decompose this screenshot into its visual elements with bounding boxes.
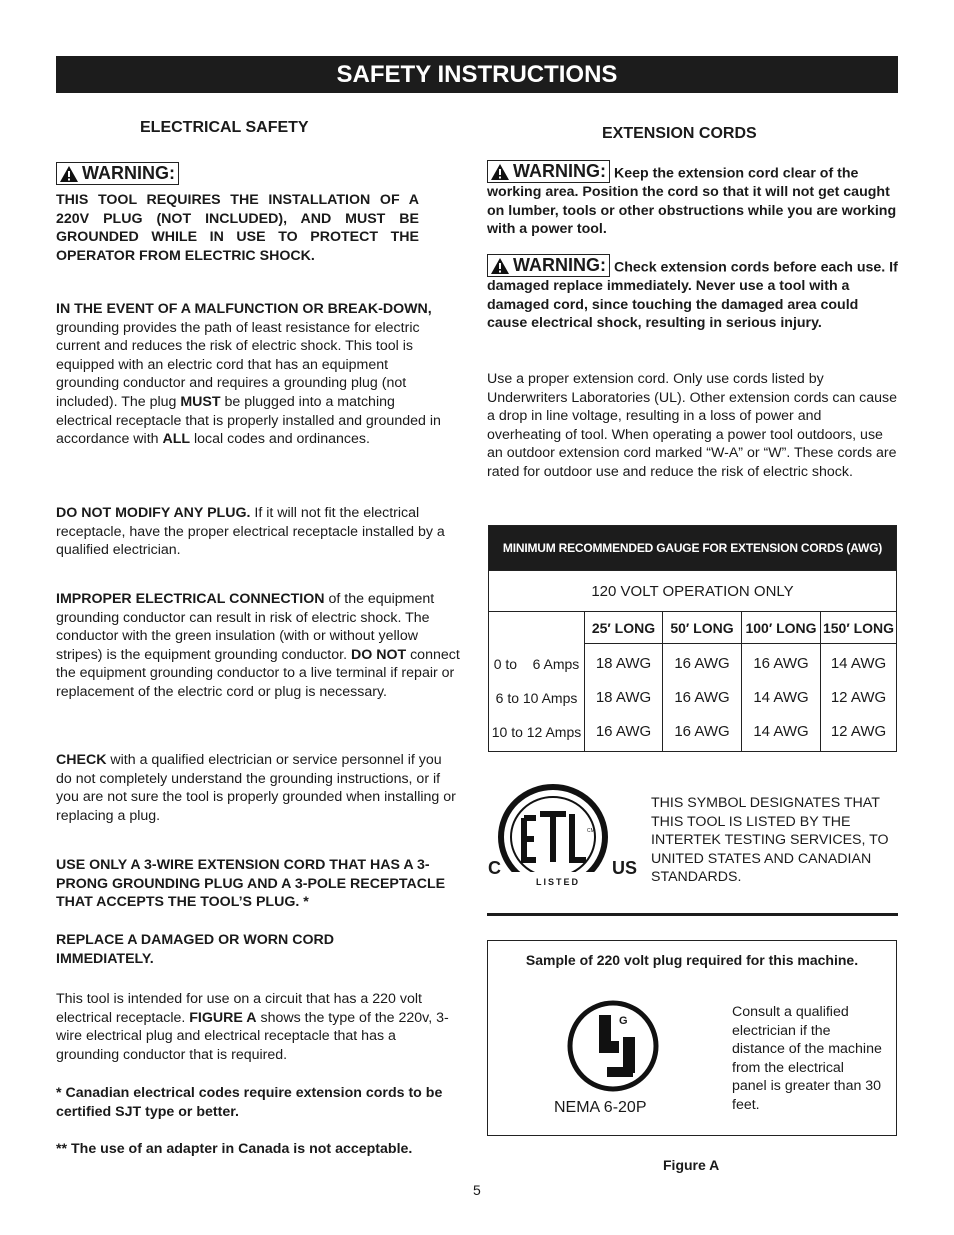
intended-figure-ref: FIGURE A xyxy=(189,1009,257,1026)
row-label: 6 to 10 Amps xyxy=(495,690,578,706)
malfunction-paragraph xyxy=(56,300,446,449)
right-warning-2 xyxy=(487,254,899,333)
consult-text: Consult a qualified electrician if the distance of the machine from the electrical panel is greater than 30 feet. xyxy=(732,1004,882,1113)
etl-c-label: C xyxy=(488,858,501,878)
warning-label: WARNING: xyxy=(82,163,175,183)
modify-paragraph xyxy=(56,504,462,560)
etl-listed-label: LISTED xyxy=(536,877,581,887)
gauge-cell: 12 AWG xyxy=(830,688,887,706)
gauge-cell: 16 AWG xyxy=(674,722,730,740)
gauge-cell: 16 AWG xyxy=(595,722,652,740)
improper-donot: DO NOT xyxy=(350,646,407,663)
gauge-column xyxy=(663,644,742,752)
warning-badge xyxy=(56,162,179,185)
improper-text-1: of the equipment grounding conductor can result in risk of electric shock. The conductor with the green insulation (with or without yellow stripes) is the equipment grounding conductor. xyxy=(56,591,435,663)
column-header: 50′ LONG xyxy=(663,612,742,644)
improper-lead: IMPROPER ELECTRICAL CONNECTION xyxy=(56,591,325,607)
adapter-note: ** The use of an adapter in Canada is not acceptable. xyxy=(56,1141,413,1157)
check-paragraph xyxy=(56,751,456,825)
left-warning-block xyxy=(56,162,419,265)
row-label: 10 to 12 Amps xyxy=(491,724,582,740)
improper-text-2: connect the equipment grounding conductor to a live terminal if repair or replacement of the electric cord or plug is necessary. xyxy=(56,646,460,700)
gauge-column xyxy=(742,644,821,752)
row-label: 0 to 6 Amps xyxy=(493,656,580,672)
banner-title: SAFETY INSTRUCTIONS xyxy=(336,61,618,88)
canadian-note: * Canadian electrical codes require extension cords to be certified SJT type or better. xyxy=(56,1085,443,1120)
plug-label: NEMA 6-20P xyxy=(554,1099,647,1116)
warning-triangle-icon xyxy=(59,165,79,183)
modify-text: If it will not fit the electrical receptacle, have the proper electrical receptacle installed by a qualified electrician. xyxy=(56,505,445,559)
gauge-cell: 16 AWG xyxy=(753,654,809,672)
intended-text-1: This tool is intended for use on a circuit that has a 220 volt electrical receptacle. xyxy=(56,991,422,1026)
etl-us-label: US xyxy=(612,858,638,878)
malfunction-all: ALL xyxy=(162,431,191,448)
warning-label: WARNING: xyxy=(513,161,606,181)
gauge-cell: 14 AWG xyxy=(753,688,809,706)
nema-plug-icon xyxy=(566,999,660,1093)
figure-caption: Figure A xyxy=(663,1157,720,1173)
gauge-cell: 14 AWG xyxy=(753,722,809,740)
etl-description: THIS SYMBOL DESIGNATES THAT THIS TOOL IS LISTED BY THE INTERTEK TESTING SERVICES, TO UNITED STATES AND CANADIAN STANDARDS. xyxy=(651,795,889,886)
gauge-table xyxy=(488,525,897,752)
gauge-cell: 16 AWG xyxy=(674,688,730,706)
gauge-table-title: MINIMUM RECOMMENDED GAUGE FOR EXTENSION CORDS (AWG) xyxy=(489,526,897,571)
intended-paragraph xyxy=(56,990,462,1064)
warning-triangle-icon xyxy=(490,257,510,275)
column-header: 100′ LONG xyxy=(742,612,821,644)
gauge-cell: 14 AWG xyxy=(830,654,887,672)
column-header: 25′ LONG xyxy=(585,612,663,644)
malfunction-lead: IN THE EVENT OF A MALFUNCTION OR BREAK-DOWN, xyxy=(56,301,432,317)
etl-logo xyxy=(488,780,643,898)
left-warning-text: THIS TOOL REQUIRES THE INSTALLATION OF A 220V PLUG (NOT INCLUDED), AND MUST BE GROUNDED WHILE IN USE TO PROTECT THE OPERATOR FROM ELECTRIC SHOCK. xyxy=(56,192,419,264)
gauge-table-subtitle: 120 VOLT OPERATION ONLY xyxy=(489,571,897,612)
right-warning-2-text: Check extension cords before each use. If damaged replace immediately. Never use a tool with a damaged cord, since touching the damaged area could cause electrical shock, resulting in serious injury. xyxy=(487,259,898,332)
malfunction-text-3: local codes and ordinances. xyxy=(190,431,370,448)
warning-badge xyxy=(487,160,610,183)
malfunction-text-2: be plugged into a matching electrical receptacle that is properly installed and grounded in accordance with xyxy=(56,393,441,448)
intended-text-2: shows the type of the 220v, 3-wire electrical plug and electrical receptacle that has a grounding conductor that is required. xyxy=(56,1009,449,1063)
etl-cm-label: CM xyxy=(587,828,595,834)
check-text: with a qualified electrician or service personnel if you do not completely understand the grounding instructions, or if you are not sure the tool is properly grounded when installing or replacing a plug. xyxy=(56,752,456,824)
page-number: 5 xyxy=(473,1182,481,1198)
improper-paragraph xyxy=(56,590,460,702)
column-header: 150′ LONG xyxy=(821,612,897,644)
right-warning-1-text: Keep the extension cord clear of the working area. Position the cord so that it will not get caught on lumber, tools or other obstructions while you are working with a power tool. xyxy=(487,165,897,238)
gauge-cell: 18 AWG xyxy=(595,654,652,672)
page-banner xyxy=(56,56,898,93)
warning-triangle-icon xyxy=(490,163,510,181)
gauge-cell: 12 AWG xyxy=(830,722,887,740)
figure-title: Sample of 220 volt plug required for this machine. xyxy=(525,952,859,968)
amps-label-cell xyxy=(489,612,585,752)
gauge-cell: 16 AWG xyxy=(674,654,730,672)
malfunction-must: MUST xyxy=(180,393,221,410)
gauge-column xyxy=(821,644,897,752)
nema-plug-diagram xyxy=(566,999,660,1093)
warning-label: WARNING: xyxy=(513,255,606,275)
warning-badge xyxy=(487,254,610,277)
plug-ground-label: G xyxy=(619,1015,628,1027)
gauge-column xyxy=(585,644,663,752)
replace-paragraph: REPLACE A DAMAGED OR WORN CORD IMMEDIATELY. xyxy=(56,932,334,967)
check-lead: CHECK xyxy=(56,752,107,768)
three-wire-paragraph: USE ONLY A 3-WIRE EXTENSION CORD THAT HAS A 3-PRONG GROUNDING PLUG AND A 3-POLE RECEPTACLE THAT ACCEPTS THE TOOL’S PLUG. * xyxy=(56,857,446,911)
figure-a-box xyxy=(487,940,897,1136)
right-warning-1 xyxy=(487,160,899,239)
malfunction-text-1: grounding provides the path of least resistance for electric current and reduces the risk of electric shock. This tool is equipped with an electric cord that has an equipment grounding conductor and requires a grounding plug (not included). The plug xyxy=(56,319,420,410)
gauge-cell: 18 AWG xyxy=(595,688,652,706)
electrical-safety-heading: ELECTRICAL SAFETY xyxy=(140,119,309,136)
modify-lead: DO NOT MODIFY ANY PLUG. xyxy=(56,505,251,521)
extension-cords-heading: EXTENSION CORDS xyxy=(602,125,757,142)
proper-cord-paragraph: Use a proper extension cord. Only use cords listed by Underwriters Laboratories (UL). Other extension cords can cause a drop in line voltage, resulting in a loss of power and overheating of tool. When operating a power tool outdoors, use an outdoor extension cord marked “W-A” or “W”. These cords are rated for outdoor use and reduce the risk of electric shock. xyxy=(487,371,898,480)
section-divider xyxy=(487,913,898,916)
